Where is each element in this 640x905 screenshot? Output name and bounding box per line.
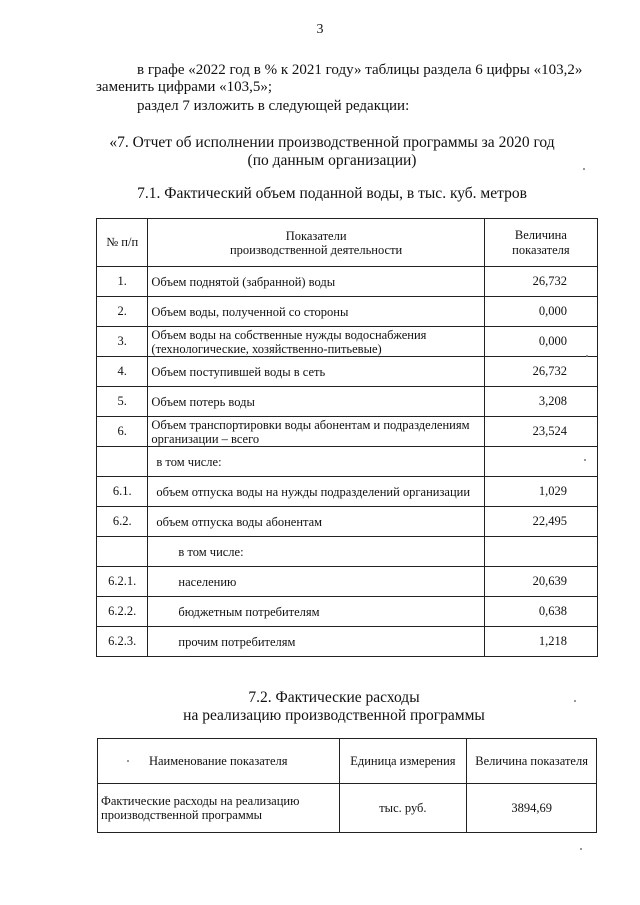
table-row: [97, 627, 598, 657]
table-row: [97, 357, 598, 387]
table-row: [97, 477, 598, 507]
row-value: 1,029: [484, 477, 597, 507]
row-unit: тыс. руб.: [339, 784, 467, 833]
row-no: 4.: [97, 357, 148, 387]
row-value: 0,638: [484, 597, 597, 627]
table-header-row: [98, 739, 597, 784]
table-row: [97, 597, 598, 627]
header-indicator-line2: производственной деятельности: [229, 242, 403, 257]
row-indicator: Объем потерь воды: [148, 387, 484, 417]
header-unit: Единица измерения: [339, 739, 467, 784]
row-value: 20,639: [484, 567, 597, 597]
row-indicator: бюджетным потребителям: [148, 597, 484, 627]
header-indicator-line1: Показатели: [285, 228, 347, 243]
row-indicator: прочим потребителям: [148, 627, 484, 657]
row-indicator: в том числе:: [148, 537, 484, 567]
header-value: [484, 219, 597, 267]
row-value: 26,732: [484, 357, 597, 387]
row-name-line1: Фактические расходы на реализацию: [101, 794, 300, 808]
row-indicator-line2: (технологические, хозяйственно-питьевые): [151, 341, 382, 356]
row-no: [97, 447, 148, 477]
row-value: 26,732: [484, 267, 597, 297]
header-indicator: [148, 219, 484, 267]
row-value: 3894,69: [467, 784, 597, 833]
row-value: 22,495: [484, 507, 597, 537]
row-indicator: Объем воды, полученной со стороны: [148, 297, 484, 327]
row-value: 0,000: [484, 297, 597, 327]
row-indicator: объем отпуска воды абонентам: [148, 507, 484, 537]
table-row: [97, 387, 598, 417]
page-number: 3: [316, 22, 324, 37]
scan-speck: [586, 355, 588, 357]
row-indicator: объем отпуска воды на нужды подразделений организации: [148, 477, 484, 507]
header-value: Величина показателя: [467, 739, 597, 784]
row-value: [484, 447, 597, 477]
row-no: 2.: [97, 297, 148, 327]
section72-subtitle: на реализацию производственной программы: [183, 707, 485, 724]
row-indicator-line1: Объем транспортировки воды абонентам и подразделениям: [151, 417, 470, 432]
row-no: 6.: [97, 417, 148, 447]
row-no: 6.1.: [97, 477, 148, 507]
scan-speck: [574, 700, 576, 702]
row-indicator: [148, 327, 484, 357]
scan-speck: [584, 459, 586, 461]
section72-title: 7.2. Фактические расходы: [248, 689, 420, 706]
table-header-row: [97, 219, 598, 267]
table-row: [97, 417, 598, 447]
header-value-line2: показателя: [512, 242, 570, 257]
table-row: [97, 507, 598, 537]
row-no: 6.2.2.: [97, 597, 148, 627]
amendment-paragraph-line1: в графе «2022 год в % к 2021 году» таблицы раздела 6 цифры «103,2»: [137, 62, 583, 78]
table-row: [97, 447, 598, 477]
row-no: 6.2.3.: [97, 627, 148, 657]
row-no: 6.2.: [97, 507, 148, 537]
header-name: Наименование показателя: [98, 739, 340, 784]
table-row: [97, 327, 598, 357]
row-no: 5.: [97, 387, 148, 417]
section71-title: 7.1. Фактический объем поданной воды, в тыс. куб. метров: [137, 185, 527, 202]
row-name-line2: производственной программы: [101, 808, 263, 822]
table-row: [97, 267, 598, 297]
amendment-paragraph-line2: заменить цифрами «103,5»;: [96, 79, 273, 95]
row-value: 3,208: [484, 387, 597, 417]
table-row: [98, 784, 597, 833]
row-no: 1.: [97, 267, 148, 297]
row-value: [484, 537, 597, 567]
scan-speck: [583, 168, 585, 170]
scan-speck: [580, 848, 582, 850]
water-volume-table: [96, 218, 598, 657]
row-no: 6.2.1.: [97, 567, 148, 597]
row-indicator-line2: организации – всего: [151, 431, 260, 446]
row-indicator: Объем поступившей воды в сеть: [148, 357, 484, 387]
row-indicator: [148, 417, 484, 447]
expenses-table: [97, 738, 597, 833]
row-indicator: населению: [148, 567, 484, 597]
row-value: 0,000: [484, 327, 597, 357]
scan-speck: [127, 760, 129, 762]
row-indicator: Объем поднятой (забранной) воды: [148, 267, 484, 297]
section7-subtitle: (по данным организации): [247, 152, 417, 169]
header-no: № п/п: [97, 219, 148, 267]
row-name: [98, 784, 340, 833]
amendment-paragraph-section7: раздел 7 изложить в следующей редакции:: [137, 98, 410, 114]
row-value: 1,218: [484, 627, 597, 657]
row-indicator: в том числе:: [148, 447, 484, 477]
table-row: [97, 297, 598, 327]
table-row: [97, 567, 598, 597]
row-no: 3.: [97, 327, 148, 357]
table-row: [97, 537, 598, 567]
header-value-line1: Величина: [514, 227, 567, 242]
row-indicator-line1: Объем воды на собственные нужды водоснабжения: [151, 327, 427, 342]
row-value: 23,524: [484, 417, 597, 447]
section7-title: «7. Отчет об исполнении производственной программы за 2020 год: [109, 134, 555, 151]
row-no: [97, 537, 148, 567]
